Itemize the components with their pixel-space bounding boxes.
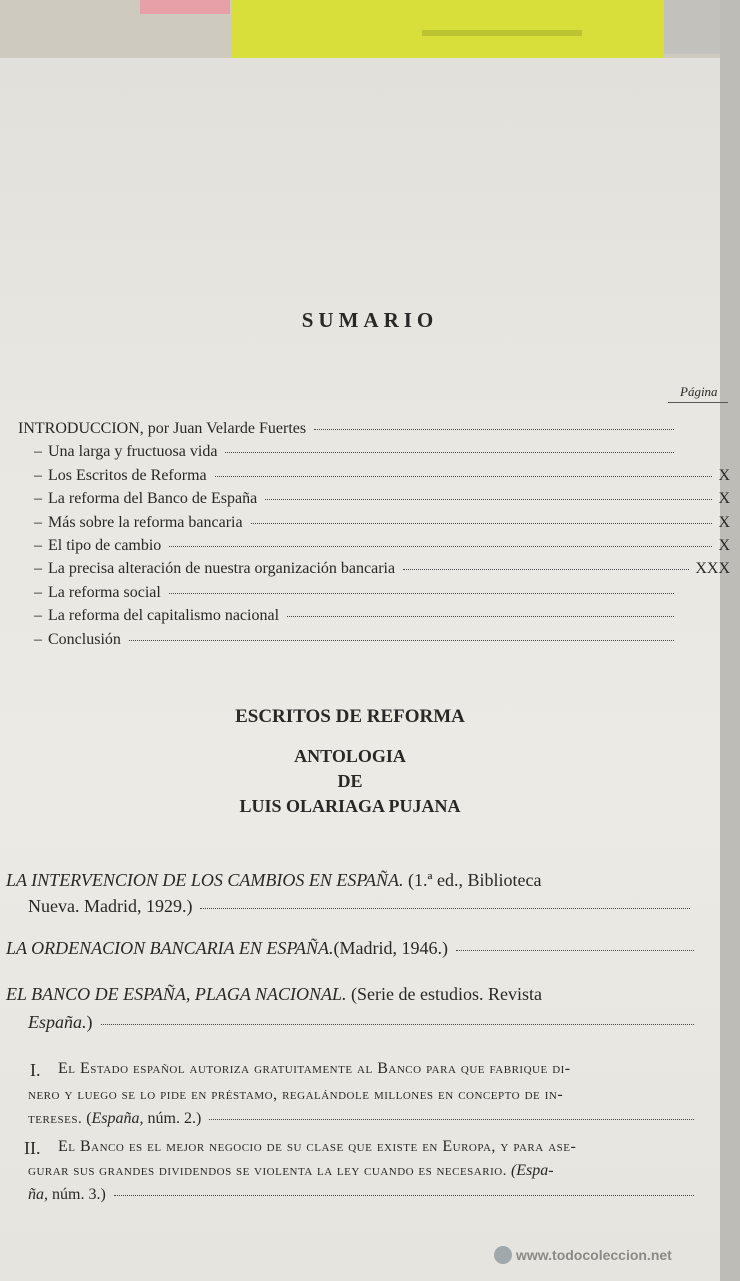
toc-dash: – (34, 630, 42, 648)
background-pink-object (140, 0, 230, 14)
pagina-label: Página (680, 384, 718, 399)
section-sub-antologia: ANTOLOGIA (294, 746, 406, 766)
background-object (664, 0, 720, 54)
toc-page-number: X (718, 513, 730, 531)
background-yellow-book (232, 0, 664, 58)
toc-entry-text: La reforma del capitalismo nacional (48, 607, 280, 625)
toc-entry (34, 560, 730, 578)
toc-dash: – (34, 490, 42, 508)
toc-entry-text: Los Escritos de Reforma (48, 466, 207, 484)
toc-page-number: X (718, 537, 730, 554)
book-page (0, 58, 730, 1281)
item-number: I. (30, 1060, 41, 1080)
work-title: LA ORDENACION BANCARIA EN ESPAÑA. (6, 938, 334, 958)
item-text-line: El Estado español autoriza gratuitamente al Banco para que fabrique di- (58, 1060, 571, 1077)
work-entry (6, 984, 542, 1005)
toc-dash: – (34, 537, 42, 554)
toc-page-number: X (718, 490, 730, 508)
item-text-line (28, 1186, 698, 1204)
toc-entry-text: Conclusión (48, 630, 121, 648)
toc-entry-text: La reforma social (48, 583, 161, 601)
work-entry-continued (28, 896, 694, 917)
toc-leader (287, 616, 674, 617)
toc-page-number: XXX (695, 560, 730, 578)
toc-leader (314, 429, 674, 430)
section-heading: ESCRITOS DE REFORMA (235, 706, 465, 727)
toc-dash: – (34, 443, 42, 461)
watermark-logo-icon (494, 1246, 512, 1264)
work-title: EL BANCO DE ESPAÑA, PLAGA NACIONAL. (6, 984, 347, 1004)
pagina-rule (668, 402, 728, 403)
toc-entry (34, 537, 730, 555)
toc-leader (225, 452, 674, 453)
item-number: II. (24, 1138, 41, 1158)
item-text-line: El Banco es el mejor negocio de su clase que existe en Europa, y para ase- (58, 1138, 577, 1155)
toc-entry-text: La reforma del Banco de España (48, 490, 258, 508)
watermark (494, 1246, 672, 1264)
toc-entry (34, 607, 680, 625)
toc-leader (251, 523, 713, 524)
toc-leader (215, 476, 713, 477)
toc-entry (18, 420, 680, 438)
item-text-sc: tereses. (28, 1111, 83, 1127)
item-text-sc: gurar sus grandes dividendos se violenta la ley cuando es necesario. (28, 1163, 507, 1179)
toc-dash: – (34, 513, 42, 531)
toc-entry-text: INTRODUCCION, por Juan Velarde Fuertes (18, 420, 307, 437)
work-entry-continued (28, 1012, 698, 1033)
work-entry (6, 870, 541, 891)
toc-entry-text: La precisa alteración de nuestra organización bancaria (48, 560, 396, 578)
toc-page-number: X (718, 466, 730, 484)
item-text-line: nero y luego se lo pide en préstamo, regalándole millones en concepto de in- (28, 1086, 564, 1103)
section-sub-de: DE (337, 771, 363, 791)
toc-dash: – (34, 583, 42, 601)
toc-entry (34, 584, 680, 602)
work-detail-italic: España. (28, 1012, 87, 1032)
item-text-line (28, 1162, 554, 1180)
toc-entry (34, 514, 730, 532)
toc-entry (34, 467, 730, 485)
toc-entry (34, 443, 680, 461)
toc-entry-text: Más sobre la reforma bancaria (48, 513, 243, 531)
work-detail: (Serie de estudios. Revista (346, 984, 542, 1004)
toc-entry (34, 631, 680, 649)
toc-leader (169, 593, 674, 594)
item-text-italic: (Espa- (510, 1162, 554, 1179)
toc-dash: – (34, 560, 42, 578)
item-text-line: tereses. ( España, núm. 2.) (28, 1110, 698, 1128)
toc-leader (169, 546, 712, 547)
work-detail-cont: Nueva. Madrid, 1929.) (28, 896, 193, 916)
work-detail: (Madrid, 1946.) (333, 938, 448, 958)
page-title: SUMARIO (301, 308, 439, 332)
work-entry (6, 938, 698, 959)
watermark-text: www.todocoleccion.net (516, 1247, 672, 1263)
toc-entry-text: El tipo de cambio (48, 537, 162, 554)
work-detail-after: ) (86, 1012, 93, 1032)
toc-leader (129, 640, 674, 641)
work-title: LA INTERVENCION DE LOS CAMBIOS EN ESPAÑA. (6, 870, 404, 890)
toc-dash: – (34, 466, 42, 484)
toc-entry-text: Una larga y fructuosa vida (48, 443, 218, 461)
item-text-rest: núm. 3.) (52, 1186, 106, 1203)
item-text-italic: ña, (28, 1186, 48, 1203)
toc-entry (34, 490, 730, 508)
item-text-italic: España, (91, 1110, 144, 1127)
item-text-rest: núm. 2.) (147, 1110, 202, 1127)
section-sub-author: LUIS OLARIAGA PUJANA (239, 796, 461, 816)
toc-dash: – (34, 607, 42, 625)
toc-leader (265, 499, 712, 500)
toc-leader (403, 569, 689, 570)
work-detail: (1.ª ed., Biblioteca (403, 870, 542, 890)
